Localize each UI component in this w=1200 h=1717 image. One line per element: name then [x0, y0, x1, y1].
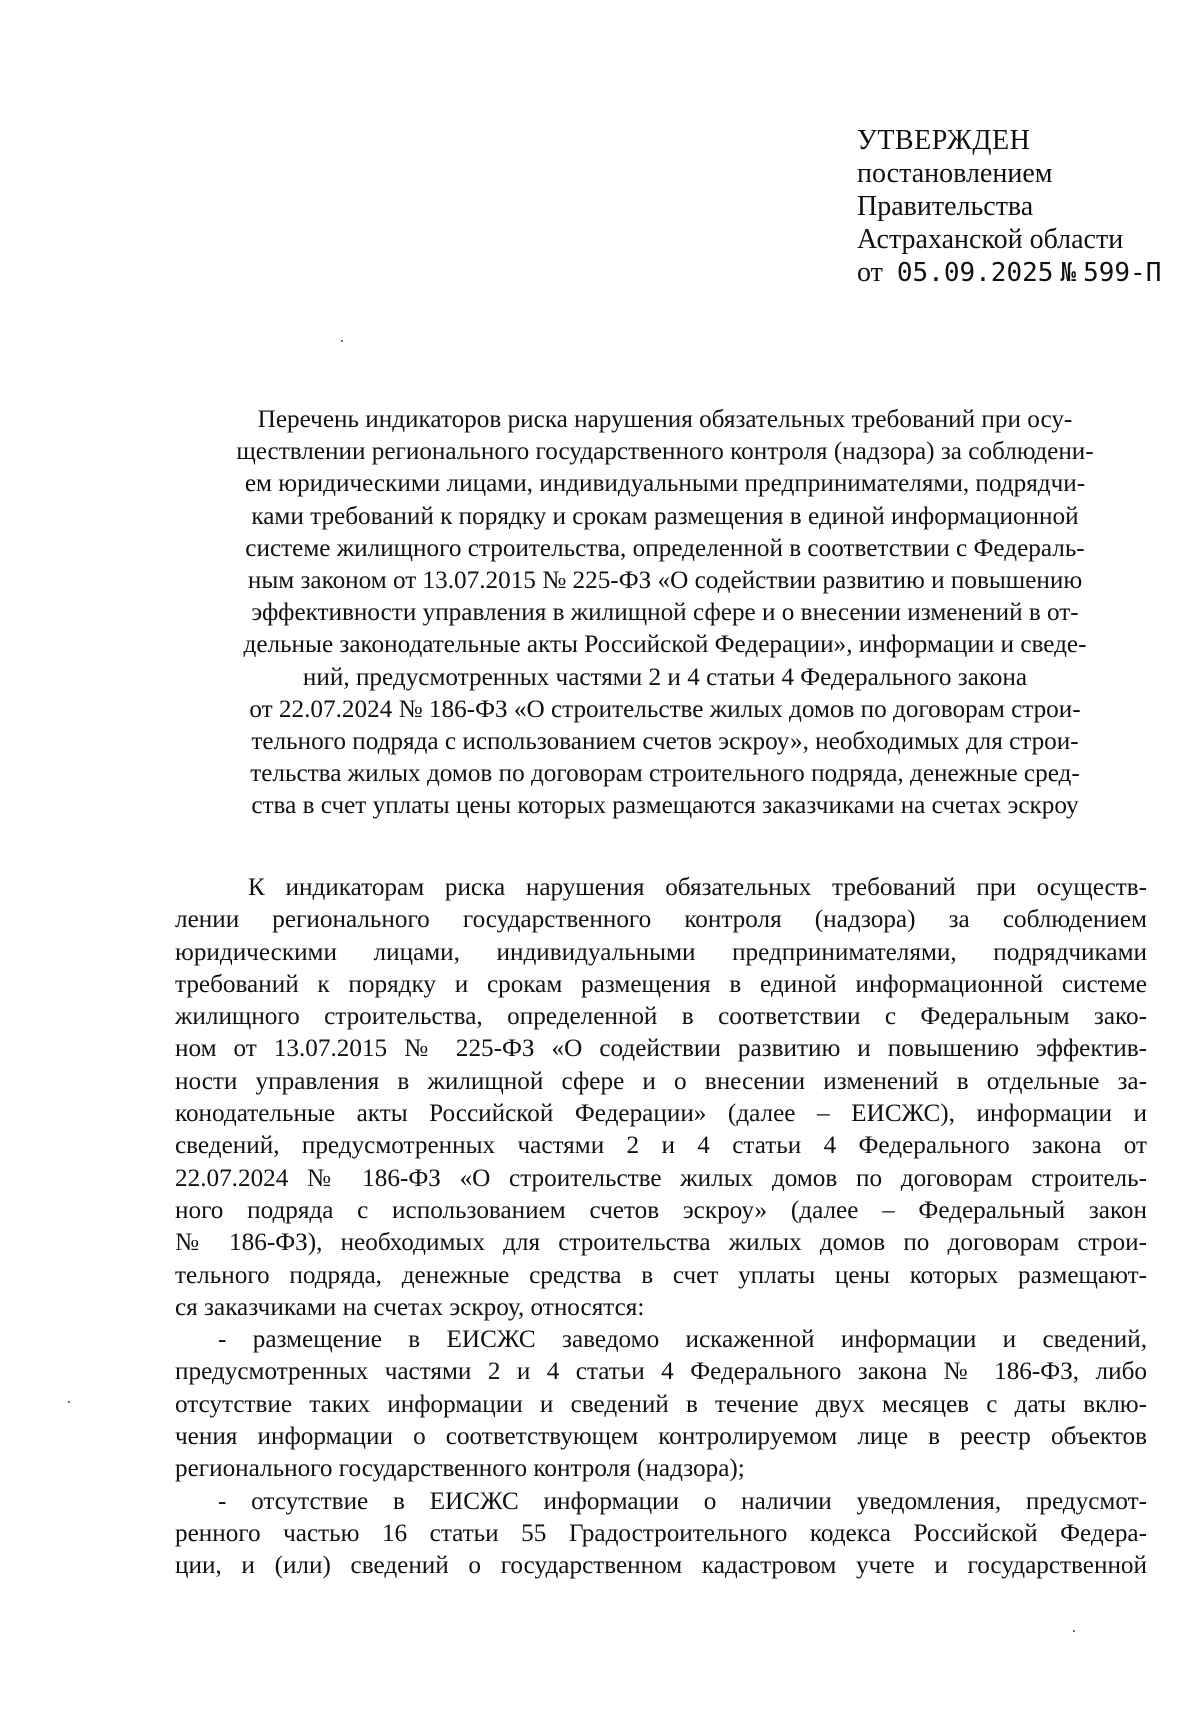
text-line: тельства жилых домов по договорам строительного подряда, денежные сред-: [250, 760, 1080, 788]
text-line: юридическими лицами, индивидуальными предпринимателями, подрядчиками: [175, 938, 1147, 966]
text-line: жилищного строительства, определенной в соответствии с Федеральным зако-: [175, 1003, 1147, 1031]
text-line: ся заказчиками на счетах эскроу, относятся:: [175, 1293, 645, 1321]
text-line: ства в счет уплаты цены которых размещаются заказчиками на счетах эскроу: [251, 792, 1079, 820]
scan-speck: [68, 1401, 70, 1403]
number-sign: №: [1060, 258, 1077, 288]
text-line: чения информации о соответствующем контролируемом лице в реестр объектов: [175, 1423, 1147, 1451]
text-line: ности управления в жилищной сфере и о внесении изменений в отдельные за-: [175, 1067, 1147, 1095]
text-line: ем юридическими лицами, индивидуальными предпринимателями, подрядчи-: [244, 470, 1086, 498]
approval-date-line: [857, 256, 1161, 290]
text-line: ренного частью 16 статьи 55 Градостроительного кодекса Российской Федера-: [175, 1519, 1147, 1547]
text-line: дельные законодательные акты Российской Федерации», информации и сведе-: [243, 631, 1087, 659]
text-line: 22.07.2024 № 186-ФЗ «О строительстве жилых домов по договорам строитель-: [175, 1164, 1147, 1192]
approval-number: 599-П: [1083, 258, 1162, 288]
text-line: требований к порядку и срокам размещения в единой информационной системе: [175, 970, 1147, 998]
text-line: сведений, предусмотренных частями 2 и 4 статьи 4 Федерального закона от: [175, 1132, 1147, 1160]
document-body: [175, 872, 1147, 1583]
text-line: К индикаторам риска нарушения обязательных требований при осуществ-: [248, 874, 1147, 901]
text-line: лении регионального государственного контроля (надзора) за соблюдением: [175, 906, 1147, 934]
text-line: ном от 13.07.2015 № 225-ФЗ «О содействии развитию и повышению эффектив-: [175, 1035, 1147, 1063]
text-line: системе жилищного строительства, определенной в соответствии с Федераль-: [245, 534, 1085, 562]
scan-speck: [1073, 1630, 1075, 1632]
text-line: тельного подряда, денежные средства в счет уплаты цены которых размещают-: [175, 1261, 1147, 1289]
list-item: [175, 1324, 1147, 1485]
text-line: регионального государственного контроля (надзора);: [175, 1455, 745, 1483]
text-line: ного подряда с использованием счетов эскроу» (далее – Федеральный закон: [175, 1196, 1147, 1224]
text-line: ками требований к порядку и срокам размещения в единой информационной: [251, 502, 1079, 530]
text-line: Перечень индикаторов риска нарушения обязательных требований при осу-: [257, 406, 1073, 433]
text-line: ществлении регионального государственного контроля (надзора) за соблюдени-: [236, 438, 1094, 466]
text-line: - размещение в ЕИСЖС заведомо искаженной информации и сведений,: [218, 1326, 1147, 1354]
text-line: эффективности управления в жилищной сфере и о внесении изменений в от-: [251, 599, 1079, 627]
text-line: ции, и (или) сведений о государственном кадастровом учете и государственной: [175, 1552, 1147, 1580]
text-line: предусмотренных частями 2 и 4 статьи 4 Федерального закона № 186-ФЗ, либо: [175, 1358, 1147, 1386]
text-line: от 22.07.2024 № 186-ФЗ «О строительстве жилых домов по договорам строи-: [249, 695, 1081, 723]
text-line: ным законом от 13.07.2015 № 225-ФЗ «О содействии развитию и повышению: [247, 567, 1083, 595]
text-line: № 186-ФЗ), необходимых для строительства жилых домов по договорам строи-: [175, 1229, 1147, 1257]
list-item: [175, 1486, 1147, 1583]
text-line: - отсутствие в ЕИСЖС информации о наличии уведомления, предусмот-: [218, 1487, 1147, 1515]
text-line: ний, предусмотренных частями 2 и 4 статьи 4 Федерального закона: [302, 663, 1028, 691]
approval-heading: УТВЕРЖДЕН: [857, 125, 1031, 156]
approval-line-3: Астраханской области: [857, 224, 1124, 255]
text-line: конодательные акты Российской Федерации» (далее – ЕИСЖС), информации и: [175, 1100, 1147, 1128]
text-line: тельного подряда с использованием счетов эскроу», необходимых для строи-: [251, 728, 1079, 756]
approval-date: 05.09.2025: [896, 258, 1054, 288]
document-title: [190, 404, 1140, 823]
approval-line-1: постановлением: [857, 158, 1053, 189]
text-line: отсутствие таких информации и сведений в течение двух месяцев с даты вклю-: [175, 1390, 1147, 1418]
intro-paragraph: [175, 872, 1147, 1324]
approval-block: [857, 124, 1161, 290]
scan-speck: [341, 340, 343, 342]
date-prefix: от: [857, 257, 883, 288]
approval-line-2: Правительства: [857, 191, 1034, 222]
